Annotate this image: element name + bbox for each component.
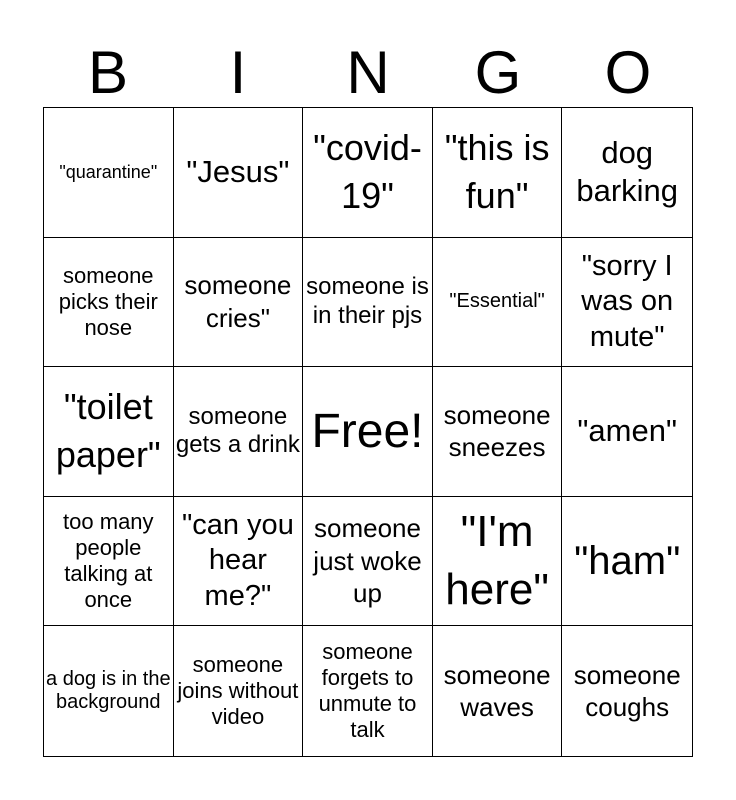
cell-text: "ham" bbox=[574, 539, 681, 584]
bingo-cell[interactable] bbox=[303, 626, 433, 756]
cell-text: "I'm here" bbox=[445, 507, 549, 615]
cell-text: someone just woke up bbox=[313, 513, 422, 609]
bingo-cell[interactable] bbox=[433, 626, 563, 756]
bingo-cell[interactable] bbox=[562, 238, 692, 368]
bingo-cell[interactable] bbox=[562, 626, 692, 756]
cell-text: too many people talking at once bbox=[63, 509, 154, 613]
cell-text: "can you hear me?" bbox=[181, 509, 294, 612]
bingo-cell[interactable] bbox=[44, 497, 174, 627]
bingo-cell[interactable] bbox=[562, 497, 692, 627]
cell-text: "quarantine" bbox=[59, 161, 158, 182]
bingo-cell[interactable] bbox=[562, 367, 692, 497]
cell-text: someone is in their pjs bbox=[306, 273, 429, 329]
bingo-cell[interactable] bbox=[433, 497, 563, 627]
header-letter-o: O bbox=[604, 39, 652, 106]
cell-text: "Essential" bbox=[449, 290, 545, 313]
bingo-cell[interactable] bbox=[44, 626, 174, 756]
cell-text: someone forgets to unmute to talk bbox=[318, 639, 417, 743]
cell-text: dog barking bbox=[576, 134, 679, 209]
cell-text: someone joins without video bbox=[177, 652, 299, 730]
header-letter-b: B bbox=[87, 39, 129, 106]
bingo-cell[interactable] bbox=[303, 497, 433, 627]
cell-text: "toilet paper" bbox=[55, 385, 161, 476]
cell-text: "covid-19" bbox=[313, 126, 422, 217]
bingo-cell[interactable] bbox=[44, 367, 174, 497]
bingo-cell[interactable] bbox=[562, 108, 692, 238]
bingo-cell[interactable] bbox=[174, 367, 304, 497]
bingo-cell[interactable] bbox=[174, 626, 304, 756]
cell-text: "Jesus" bbox=[186, 153, 290, 189]
header-letter-g: G bbox=[474, 39, 522, 106]
header-letter-n: N bbox=[346, 39, 390, 106]
bingo-cell[interactable] bbox=[433, 238, 563, 368]
free-space-cell[interactable] bbox=[303, 367, 433, 497]
bingo-cell[interactable] bbox=[303, 108, 433, 238]
bingo-grid bbox=[43, 107, 693, 757]
cell-text: someone waves bbox=[443, 659, 551, 723]
cell-text: a dog is in the background bbox=[46, 668, 171, 714]
cell-text: "this is fun" bbox=[444, 126, 550, 217]
bingo-cell[interactable] bbox=[174, 108, 304, 238]
bingo-cell[interactable] bbox=[44, 108, 174, 238]
bingo-cell[interactable] bbox=[174, 238, 304, 368]
bingo-cell[interactable] bbox=[44, 238, 174, 368]
bingo-cell[interactable] bbox=[433, 108, 563, 238]
cell-text: someone coughs bbox=[573, 659, 681, 723]
header-letter-i: I bbox=[229, 39, 247, 106]
cell-text: "sorry I was on mute" bbox=[581, 249, 674, 353]
cell-text: someone picks their nose bbox=[58, 262, 158, 340]
cell-text: "amen" bbox=[577, 413, 677, 449]
cell-text: someone sneezes bbox=[443, 399, 551, 463]
bingo-header bbox=[43, 40, 693, 106]
cell-text: someone cries" bbox=[184, 270, 292, 333]
free-space-text: Free! bbox=[311, 404, 424, 458]
bingo-cell[interactable] bbox=[174, 497, 304, 627]
bingo-cell[interactable] bbox=[433, 367, 563, 497]
bingo-cell[interactable] bbox=[303, 238, 433, 368]
cell-text: someone gets a drink bbox=[175, 402, 300, 459]
